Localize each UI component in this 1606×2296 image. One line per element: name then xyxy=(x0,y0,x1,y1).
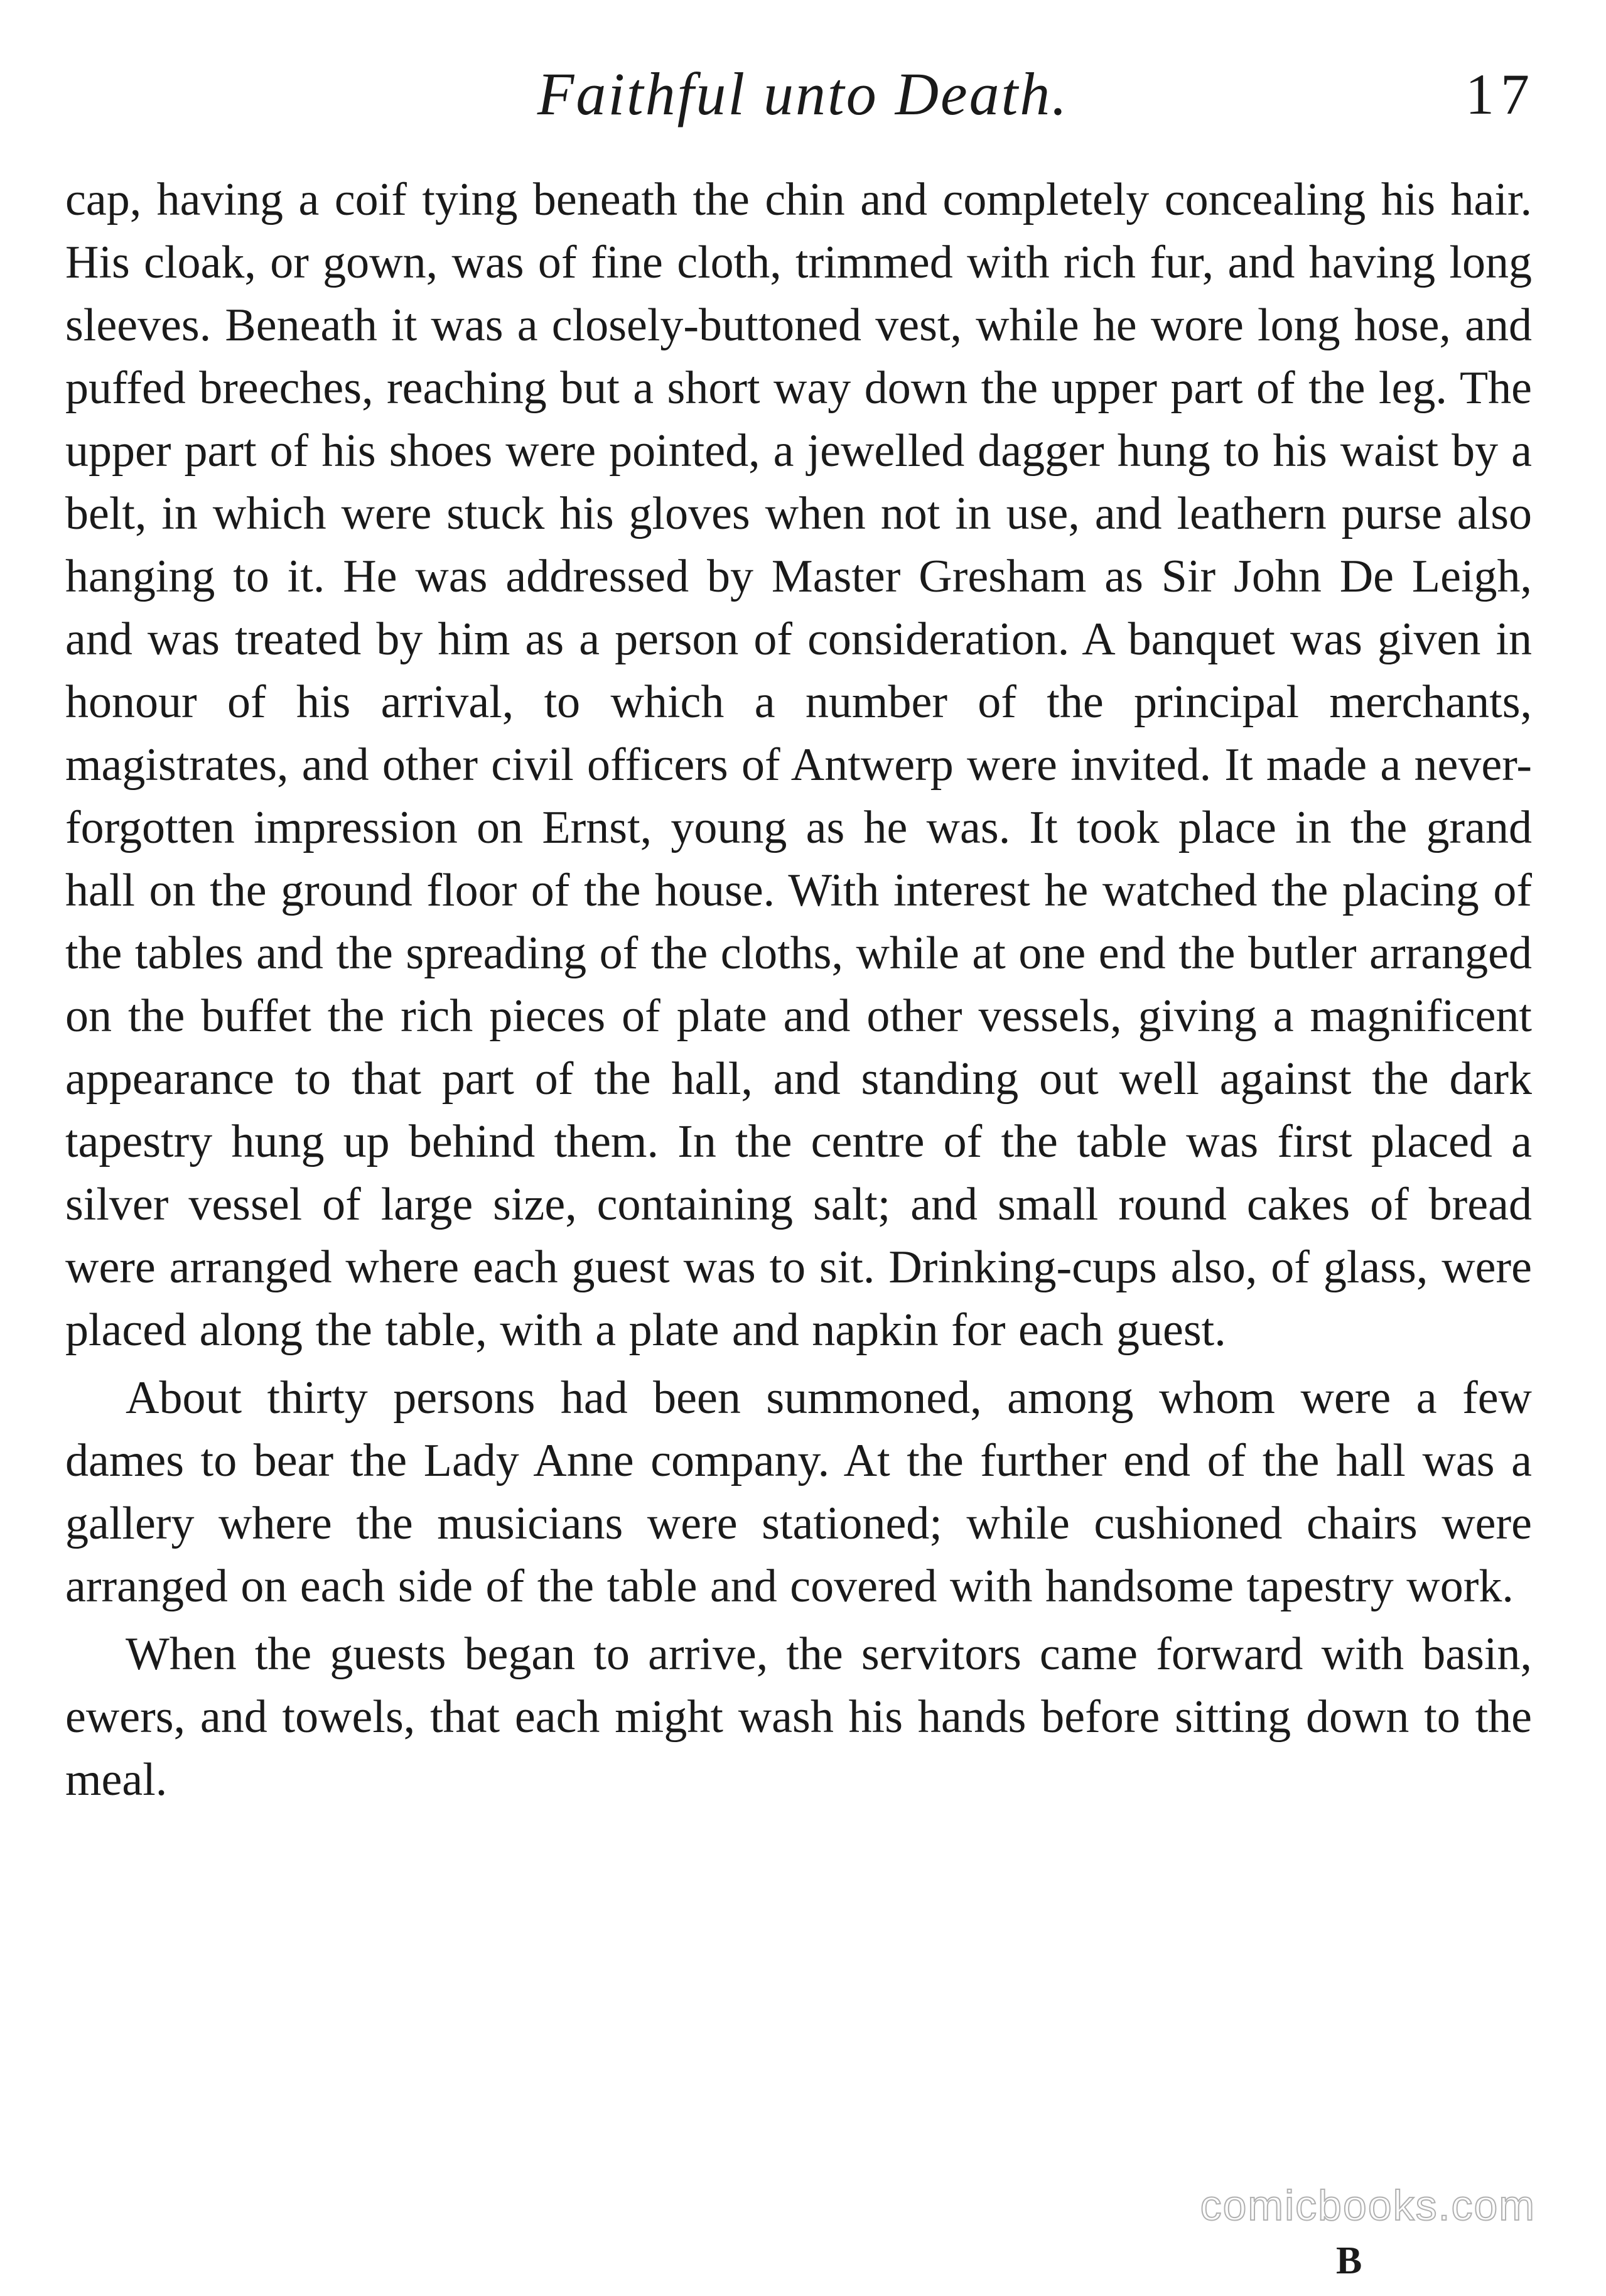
paragraph-guests: About thirty persons had been summoned, among whom were a few dames to bear the Lady Anne company. At the further end of the hall was a gallery where the musicians were stationed; while cushioned chairs were arranged on each side of the table and covered with handsome tapestry work. xyxy=(65,1372,1532,1612)
page-number: 17 xyxy=(1465,62,1536,126)
signature-mark: B xyxy=(1336,2239,1362,2282)
running-title: Faithful unto Death. xyxy=(537,60,1069,127)
paragraph-arrival: When the guests began to arrive, the servitors came forward with basin, ewers, and towels, that each might wash his hands before sitting down to the meal. xyxy=(65,1628,1532,1806)
running-header xyxy=(0,50,1606,138)
paragraph-continued: cap, having a coif tying beneath the chin and completely concealing his hair. His cloak, or gown, was of fine cloth, trimmed with rich fur, and having long sleeves. Beneath it was a closely-buttoned vest, while he wore long hose, and puffed breeches, reaching but a short way down the upper part of the leg. The upper part of his shoes were pointed, a jewelled dagger hung to his waist by a belt, in which were stuck his gloves when not in use, and leathern purse also hanging to it. He was addressed by Master Gresham as Sir John De Leigh, and was treated by him as a person of consideration. A banquet was given in honour of his arrival, to which a number of the principal merchants, magistrates, and other civil officers of Antwerp were invited. It made a never-forgotten impression on Ernst, young as he was. It took place in the grand hall on the ground floor of the house. With interest he watched the placing of the tables and the spreading of the cloths, while at one end the butler arranged on the buffet the rich pieces of plate and other vessels, giving a magnificent appearance to that part of the hall, and standing out well against the dark tapestry hung up behind them. In the centre of the table was first placed a silver vessel of large size, containing salt; and small round cakes of bread were arranged where each guest was to sit. Drinking-cups also, of glass, were placed along the table, with a plate and napkin for each guest. xyxy=(65,174,1532,1356)
body-text xyxy=(65,168,1532,1811)
watermark: comicbooks.com xyxy=(1200,2182,1536,2229)
